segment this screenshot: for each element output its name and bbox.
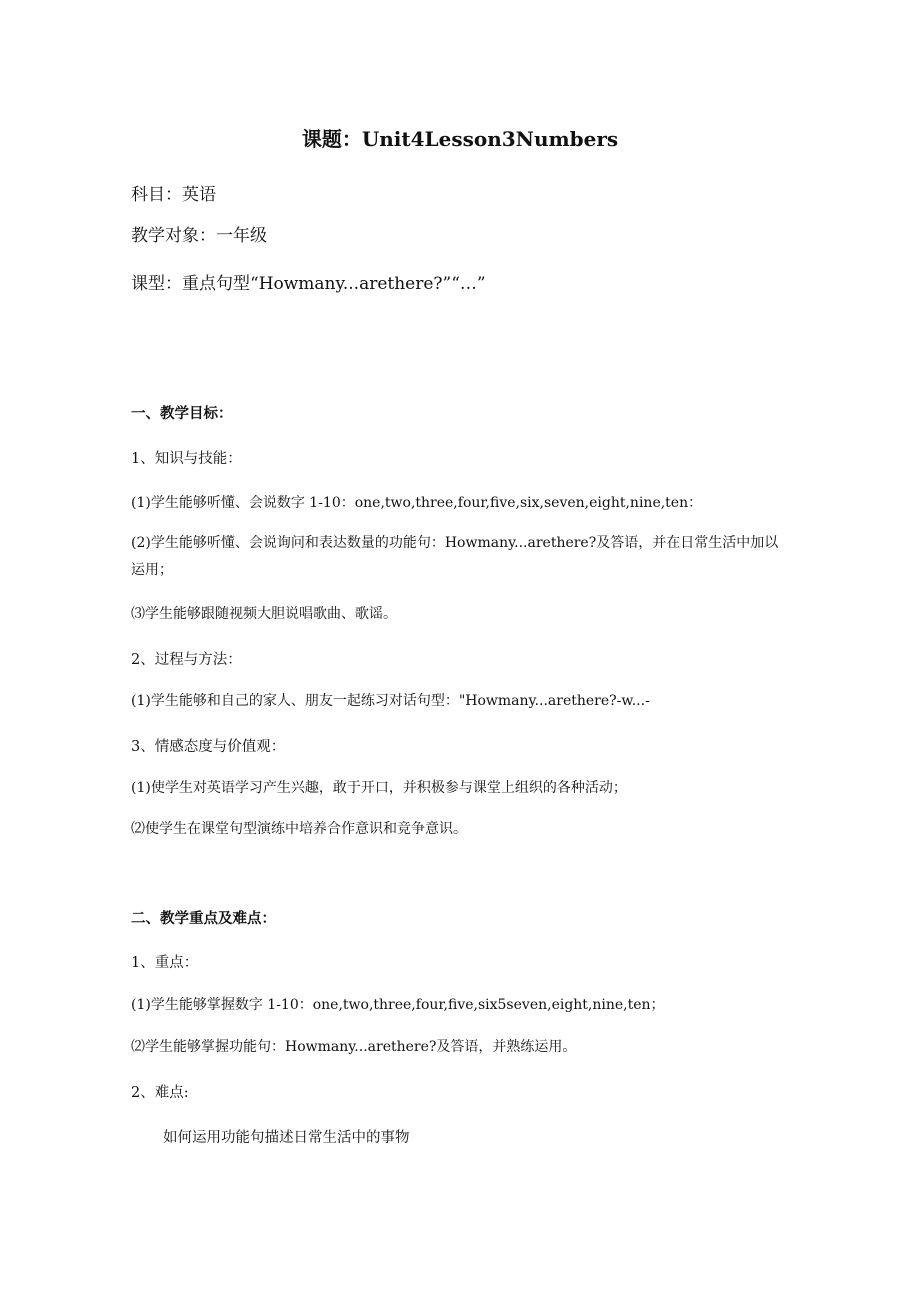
section1-heading: 一、教学目标： bbox=[131, 406, 233, 422]
knowledge-item-2: (2)学生能够听懂、会说询问和表达数量的功能句：Howmany...arethere?及答语，并在日常生活中加以运用； bbox=[131, 535, 779, 578]
document-title: 课题：Unit4Lesson3Numbers bbox=[301, 127, 619, 151]
key-item-2: ⑵学生能够掌握功能句：Howmany...arethere?及答语，并熟练运用。 bbox=[131, 1039, 577, 1055]
section2-heading: 二、教学重点及难点： bbox=[131, 911, 276, 927]
process-title: 2、过程与方法： bbox=[131, 652, 242, 668]
attitude-item-1: (1)使学生对英语学习产生兴趣，敢于开口，并积极参与课堂上组织的各种活动； bbox=[131, 780, 627, 796]
lesson-type-line: 课型：重点句型“Howmany...arethere?”“…” bbox=[131, 274, 486, 294]
audience-line: 教学对象：一年级 bbox=[131, 226, 267, 246]
attitude-item-2: ⑵使学生在课堂句型演练中培养合作意识和竞争意识。 bbox=[131, 821, 467, 837]
difficulty-title: 2、难点: bbox=[131, 1085, 189, 1101]
key-item-1: (1)学生能够掌握数字 1-10：one,two,three,four,five,six5seven,eight,nine,ten； bbox=[131, 997, 665, 1013]
knowledge-item-1: (1)学生能够听懂、会说数字 1-10：one,two,three,four,five,six,seven,eight,nine,ten： bbox=[131, 495, 703, 511]
key-title: 1、重点： bbox=[131, 955, 199, 971]
process-item-1: (1)学生能够和自己的家人、朋友一起练习对话句型："Howmany...arethere?-w...- bbox=[131, 693, 650, 709]
knowledge-title: 1、知识与技能： bbox=[131, 451, 242, 467]
attitude-title: 3、情感态度与价值观： bbox=[131, 739, 286, 755]
knowledge-item-3: ⑶学生能够跟随视频大胆说唱歌曲、歌谣。 bbox=[131, 606, 397, 622]
subject-line: 科目：英语 bbox=[131, 185, 216, 205]
difficulty-text: 如何运用功能句描述日常生活中的事物 bbox=[163, 1130, 410, 1146]
